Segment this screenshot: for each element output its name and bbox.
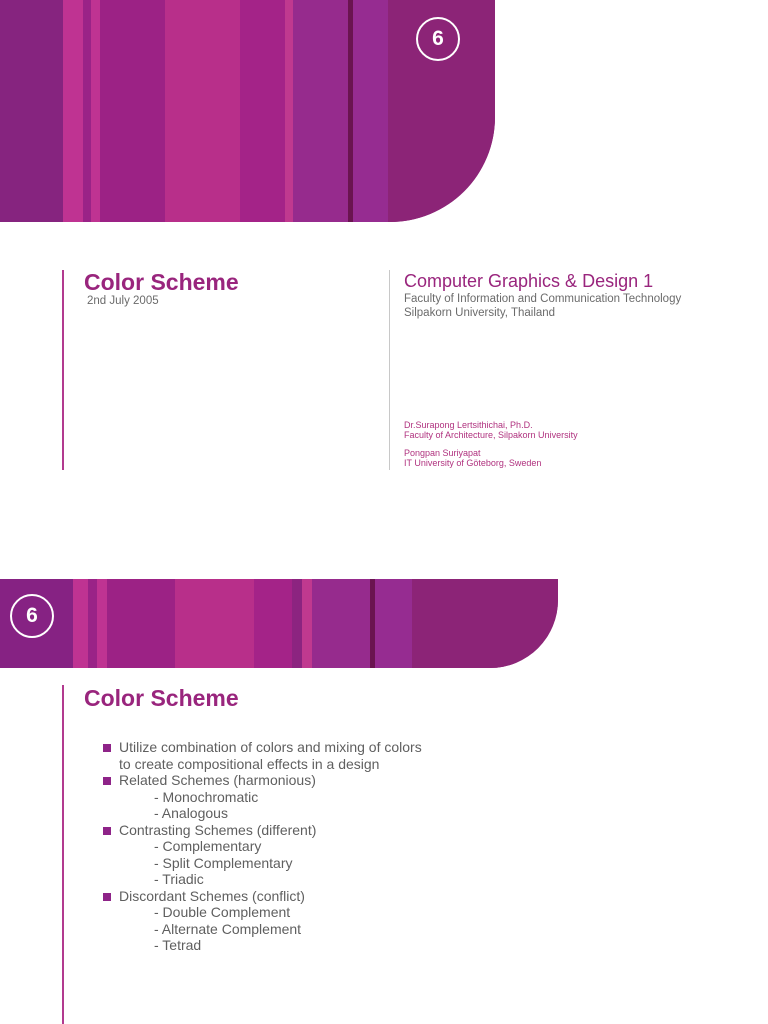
- banner-stripe: [73, 579, 88, 668]
- author-name: Pongpan Suriyapat: [404, 448, 481, 458]
- bullet-text: Contrasting Schemes (different): [119, 821, 317, 838]
- slide1-date: 2nd July 2005: [87, 295, 159, 307]
- banner-stripe: [375, 579, 412, 668]
- banner-stripe: [63, 0, 83, 222]
- square-bullet-icon: [103, 827, 111, 835]
- banner-stripe: [0, 0, 63, 222]
- author-affiliation: IT University of Göteborg, Sweden: [404, 458, 542, 468]
- slide1-left-rule: [62, 270, 64, 470]
- bullet-list: [101, 739, 501, 954]
- course-university: Silpakorn University, Thailand: [404, 307, 556, 319]
- banner-stripe: [88, 579, 97, 668]
- sub-item: - Monochromatic: [154, 788, 259, 805]
- slide2-number-badge: 6: [10, 594, 54, 638]
- bullet-item: [101, 822, 501, 888]
- bullet-item: [101, 739, 501, 772]
- banner-stripe: [91, 0, 100, 222]
- bullet-text: to create compositional effects in a design: [119, 755, 380, 772]
- banner-stripe: [412, 579, 558, 668]
- bullet-text: Related Schemes (harmonious): [119, 772, 316, 788]
- banner-stripe: [302, 579, 312, 668]
- banner-stripe: [254, 579, 292, 668]
- sub-item: - Alternate Complement: [154, 920, 302, 937]
- banner-stripe: [292, 579, 302, 668]
- banner-stripe: [97, 579, 107, 668]
- slide2-left-rule: [62, 685, 64, 1024]
- sub-item: - Analogous: [154, 805, 228, 821]
- sub-item: - Tetrad: [154, 937, 202, 953]
- slide1-title: Color Scheme: [84, 269, 239, 295]
- banner-stripe: [165, 0, 240, 222]
- sub-item: - Split Complementary: [154, 854, 293, 871]
- banner-stripe: [100, 0, 165, 222]
- banner-stripe: [83, 0, 91, 222]
- bullet-item: [101, 888, 501, 954]
- banner-stripe: [240, 0, 285, 222]
- sub-item: - Complementary: [154, 838, 262, 854]
- slide2-header-banner: [0, 579, 558, 668]
- slide1-number-badge: 6: [416, 17, 460, 61]
- author-name: Dr.Surapong Lertsithichai, Ph.D.: [404, 420, 533, 430]
- course-faculty: Faculty of Information and Communication Technology: [404, 293, 682, 305]
- banner-stripe: [175, 579, 254, 668]
- course-title: Computer Graphics & Design 1: [404, 271, 654, 291]
- sub-item: - Triadic: [154, 871, 204, 887]
- square-bullet-icon: [103, 893, 111, 901]
- banner-stripe: [285, 0, 293, 222]
- slide2-title: Color Scheme: [84, 685, 239, 711]
- banner-stripe: [353, 0, 388, 222]
- banner-stripe: [293, 0, 348, 222]
- bullet-item: [101, 772, 501, 822]
- bullet-text: Utilize combination of colors and mixing of colors: [119, 739, 422, 755]
- square-bullet-icon: [103, 744, 111, 752]
- author-affiliation: Faculty of Architecture, Silpakorn University: [404, 430, 578, 440]
- sub-item: - Double Complement: [154, 904, 291, 920]
- banner-stripe: [312, 579, 370, 668]
- square-bullet-icon: [103, 777, 111, 785]
- banner-stripe: [107, 579, 175, 668]
- slide1-divider: [389, 270, 390, 470]
- bullet-text: Discordant Schemes (conflict): [119, 887, 305, 904]
